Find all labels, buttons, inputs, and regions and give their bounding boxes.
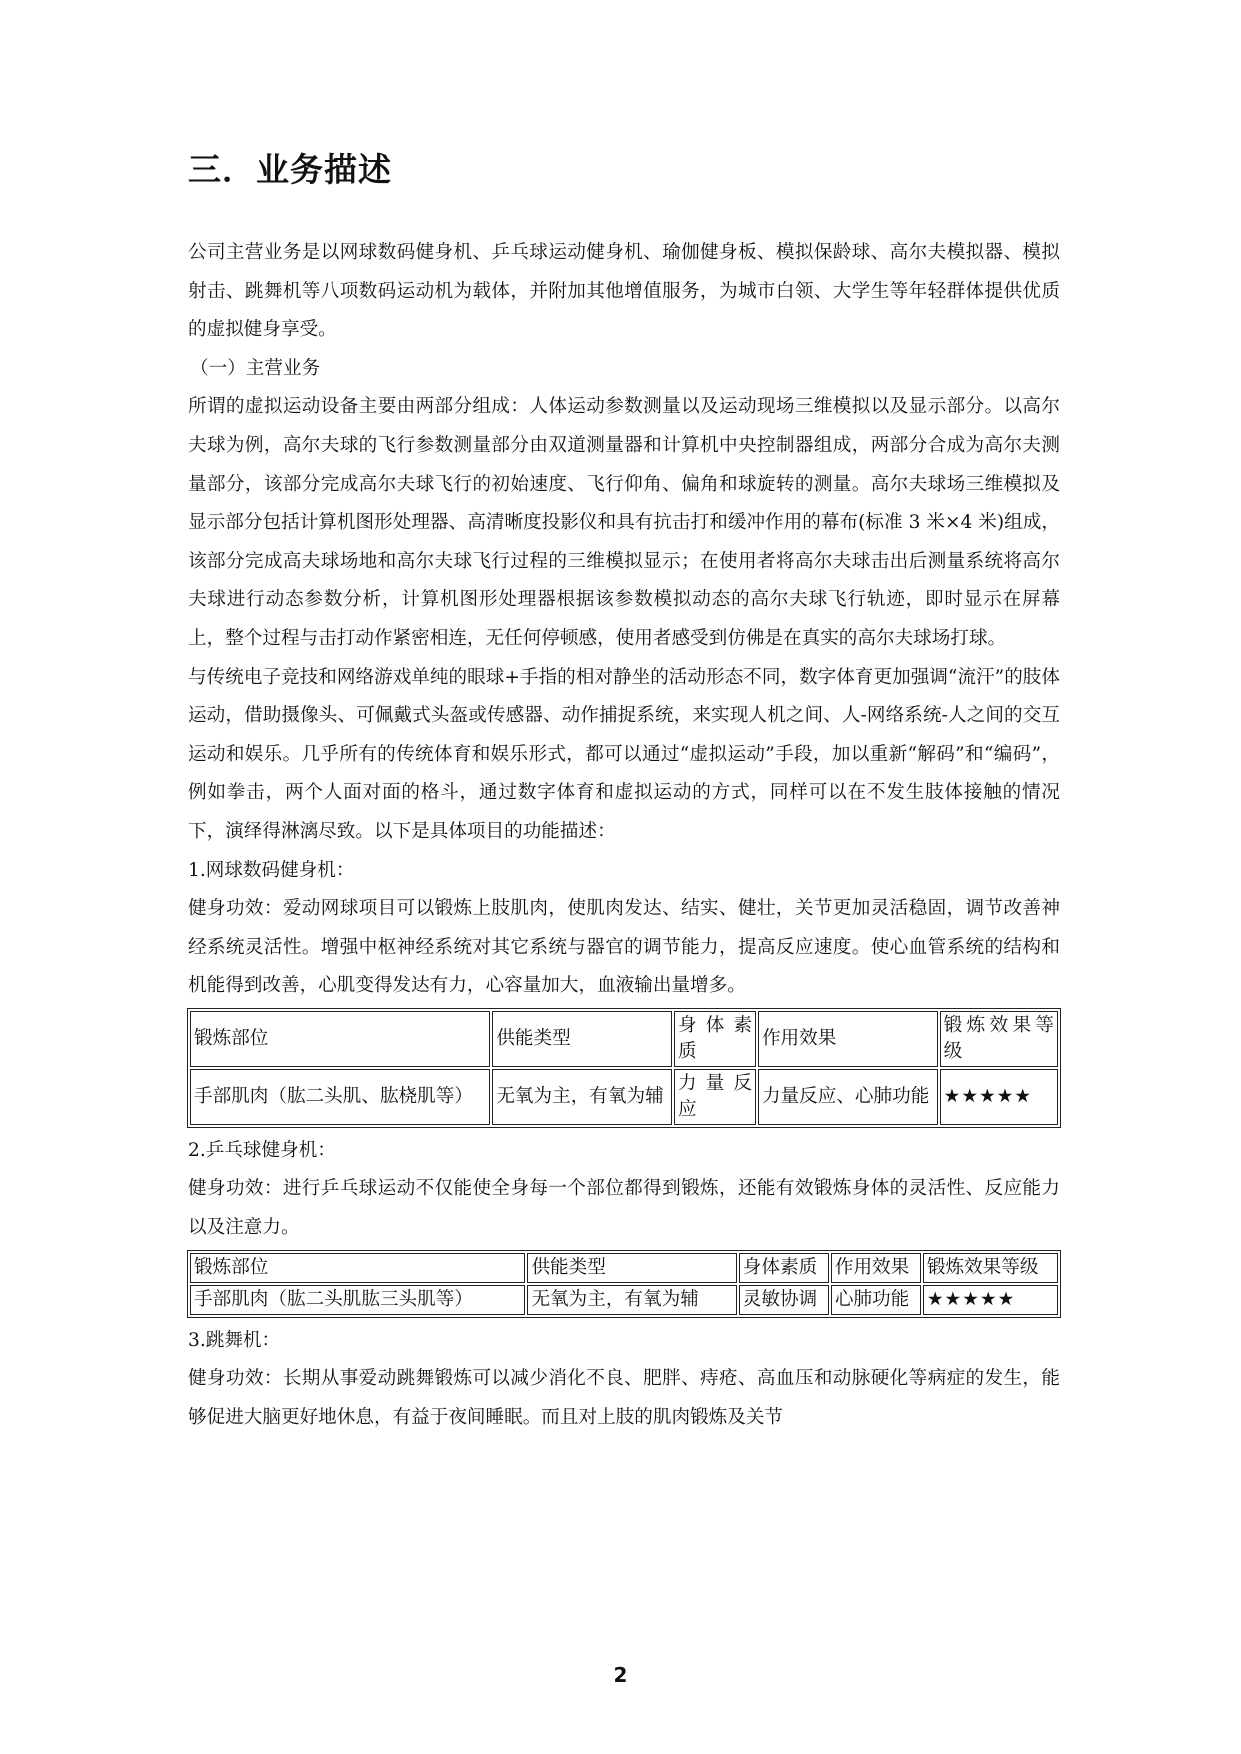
virtual-sports-paragraph: 所谓的虚拟运动设备主要由两部分组成：人体运动参数测量以及运动现场三维模拟以及显示部分。以高尔夫球为例，高尔夫球的飞行参数测量部分由双道测量器和计算机中央控制器组成，两部分合成为高尔夫测量部分，该部分完成高尔夫球飞行的初始速度、飞行仰角、偏角和球旋转的测量。高尔夫球场三维模拟及显示部分包括计算机图形处理器、高清晰度投影仪和具有抗击打和缓冲作用的幕布(标准 3 米×4 米)组成，该部分完成高夫球场地和高尔夫球飞行过程的三维模拟显示；在使用者将高尔夫球击出后测量系统将高尔夫球进行动态参数分析，计算机图形处理器根据该参数模拟动态的高尔夫球飞行轨迹，即时显示在屏幕上，整个过程与击打动作紧密相连，无任何停顿感，使用者感受到仿佛是在真实的高尔夫球场打球。 (188, 396, 1060, 649)
main-business-title: （一）主营业务 (190, 357, 321, 379)
header-cell-quality: 身体素质 (739, 1253, 829, 1283)
pingpong-description: 健身功效：进行乒乓球运动不仅能使全身每一个部位都得到锻炼，还能有效锻炼身体的灵活性、反应能力以及注意力。 (188, 1178, 1060, 1239)
header-cell-energy: 供能类型 (527, 1253, 736, 1283)
page-number: 2 (613, 1663, 628, 1687)
table-header-row (190, 1011, 1058, 1067)
digital-sports-paragraph: 与传统电子竞技和网络游戏单纯的眼球+手指的相对静坐的活动形态不同，数字体育更加强调“流汗”的肢体运动，借助摄像头、可佩戴式头盔或传感器、动作捕捉系统，来实现人机之间、人-网络系统-人之间的交互运动和娱乐。几乎所有的传统体育和娱乐形式，都可以通过“虚拟运动”手段，加以重新“解码”和“编码”，例如拳击，两个人面对面的格斗，通过数字体育和虚拟运动的方式，同样可以在不发生肢体接触的情况下，演绎得淋漓尽致。以下是具体项目的功能描述： (188, 666, 1060, 842)
dance-description: 健身功效：长期从事爱动跳舞锻炼可以减少消化不良、肥胖、痔疮、高血压和动脉硬化等病症的发生，能够促进大脑更好地休息，有益于夜间睡眠。而且对上肢的肌肉锻炼及关节 (188, 1368, 1060, 1428)
header-cell-quality: 身体素质 (674, 1011, 756, 1067)
cell-level-stars: ★★★★★ (940, 1069, 1058, 1125)
pingpong-title: 2.乒乓球健身机： (188, 1139, 336, 1161)
cell-level-stars: ★★★★★ (923, 1285, 1058, 1315)
intro-paragraph: 公司主营业务是以网球数码健身机、乒乓球运动健身机、瑜伽健身板、模拟保龄球、高尔夫模拟器、模拟射击、跳舞机等八项数码运动机为载体，并附加其他增值服务，为城市白领、大学生等年轻群体提供优质的虚拟健身享受。 (188, 242, 1060, 341)
header-cell-level: 锻炼效果等级 (940, 1011, 1058, 1067)
section-content (188, 234, 1060, 1437)
tennis-title: 1.网球数码健身机： (188, 859, 355, 881)
page-body (188, 150, 1060, 1437)
cell-part: 手部肌肉（肱二头肌肱三头肌等） (190, 1285, 525, 1315)
tennis-table (187, 1008, 1061, 1128)
cell-energy: 无氧为主，有氧为辅 (492, 1069, 672, 1125)
cell-part: 手部肌肉（肱二头肌、肱桡肌等） (190, 1069, 490, 1125)
dance-title: 3.跳舞机： (188, 1329, 281, 1351)
table-row (190, 1285, 1058, 1315)
cell-effect: 心肺功能 (831, 1285, 921, 1315)
cell-energy: 无氧为主，有氧为辅 (527, 1285, 736, 1315)
header-cell-effect: 作用效果 (831, 1253, 921, 1283)
cell-quality: 力量反应 (674, 1069, 756, 1125)
table-header-row (190, 1253, 1058, 1283)
header-cell-part: 锻炼部位 (190, 1011, 490, 1067)
cell-quality: 灵敏协调 (739, 1285, 829, 1315)
tennis-description: 健身功效：爱动网球项目可以锻炼上肢肌肉，使肌肉发达、结实、健壮，关节更加灵活稳固，调节改善神经系统灵活性。增强中枢神经系统对其它系统与器官的调节能力，提高反应速度。使心血管系统的结构和机能得到改善，心肌变得发达有力，心容量加大，血液输出量增多。 (188, 898, 1060, 997)
header-cell-part: 锻炼部位 (190, 1253, 525, 1283)
header-cell-level: 锻炼效果等级 (923, 1253, 1058, 1283)
pingpong-table (187, 1250, 1061, 1318)
table-row (190, 1069, 1058, 1125)
cell-effect: 力量反应、心肺功能 (758, 1069, 938, 1125)
section-heading: 三．业务描述 (188, 150, 392, 189)
header-cell-energy: 供能类型 (492, 1011, 672, 1067)
header-cell-effect: 作用效果 (758, 1011, 938, 1067)
